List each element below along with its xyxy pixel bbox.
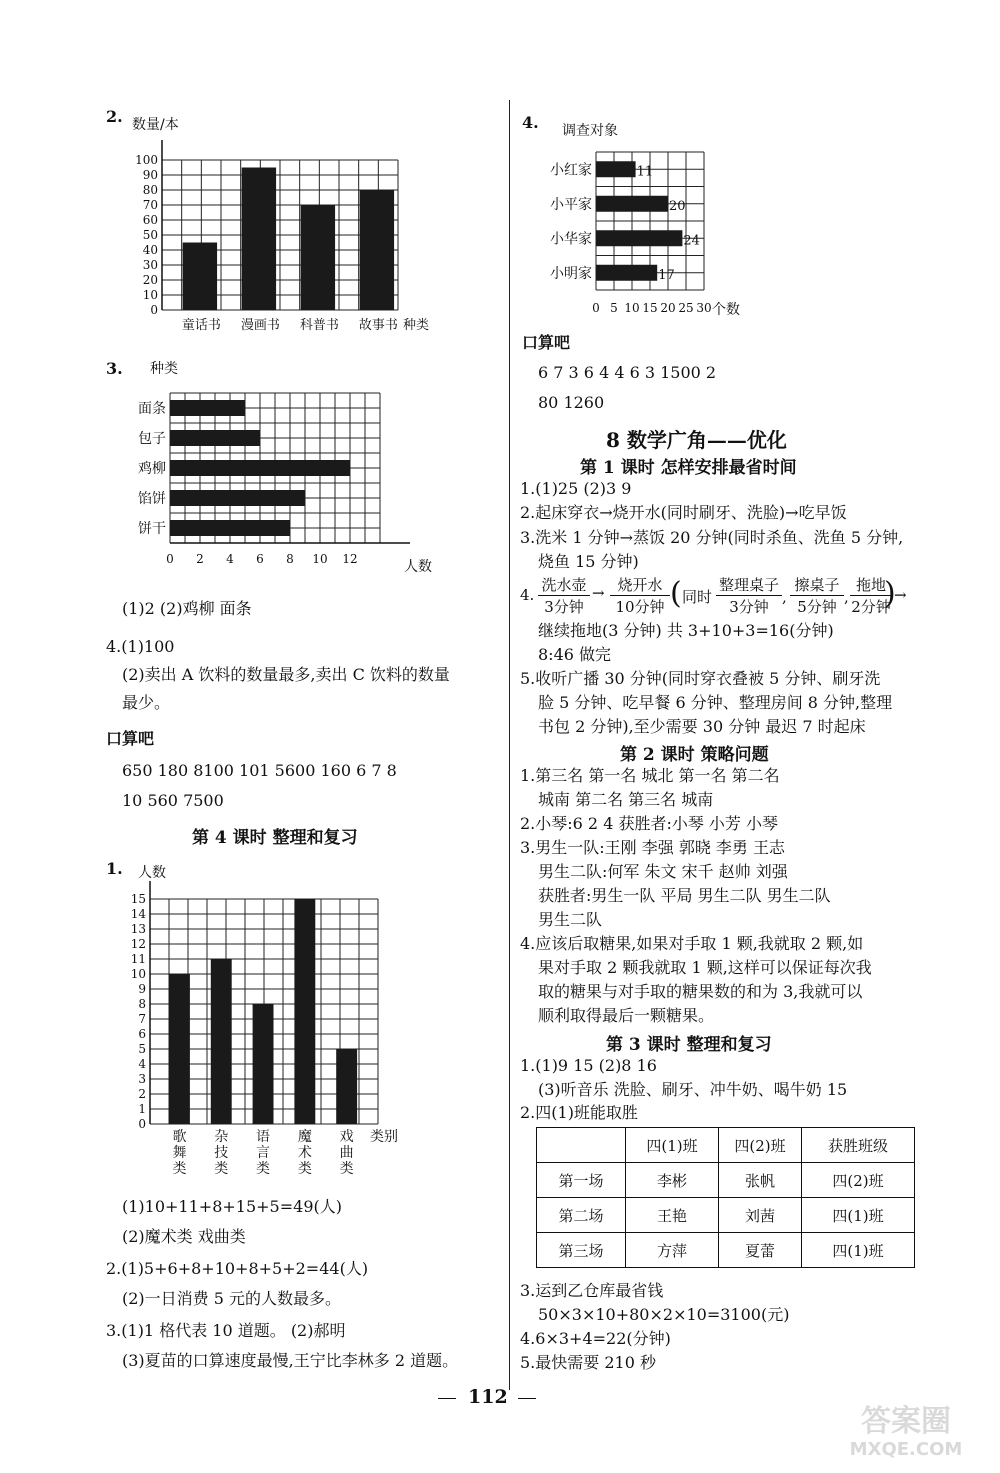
x-tick-label: 5 [610, 301, 618, 315]
table-header-cell: 四(2)班 [719, 1128, 802, 1163]
x-tick-label: 歌舞类 [172, 1129, 187, 1177]
flow-diagram [520, 574, 900, 620]
section-label: 口算吧 [106, 729, 155, 748]
table-header-row [537, 1128, 915, 1163]
y-tick-label: 14 [130, 907, 146, 921]
y-tick-label: 包子 [138, 431, 166, 447]
bar [301, 205, 335, 310]
y-tick-label: 2 [138, 1087, 146, 1101]
flow-step-bottom: 3分钟 [729, 598, 769, 616]
table-header-cell: 四(1)班 [626, 1128, 719, 1163]
answer-line: 果对手取 2 颗我就取 1 颗,这样可以保证每次我 [538, 958, 872, 977]
answer-line: 男生二队 [538, 910, 603, 929]
bar [596, 161, 636, 177]
flow-step-bottom: 2分钟 [851, 598, 891, 616]
table-cell: 夏蕾 [719, 1233, 802, 1268]
y-tick-label: 10 [142, 288, 158, 302]
y-tick-label: 6 [138, 1027, 146, 1041]
answer-line: (2)卖出 A 饮料的数量最多,卖出 C 饮料的数量 [122, 665, 450, 684]
bar [596, 230, 682, 246]
lesson-title: 第 2 课时 策略问题 [620, 745, 769, 765]
y-tick-label: 90 [142, 168, 158, 182]
x-axis-label: 个数 [712, 302, 740, 318]
x-tick-label: 6 [256, 552, 264, 566]
x-tick-label: 童话书 [181, 318, 221, 333]
flow-step-bottom: 10分钟 [615, 598, 665, 616]
y-tick-label: 50 [142, 228, 158, 242]
y-tick-label: 0 [138, 1117, 146, 1131]
bar [169, 974, 190, 1124]
bar [170, 430, 260, 446]
answer-line: 3.运到乙仓库最省钱 [520, 1281, 664, 1300]
flow-note: 同时 [682, 588, 713, 606]
y-tick-label: 70 [142, 198, 158, 212]
answer-line: 1.(1)25 (2)3 9 [520, 479, 632, 498]
answer-line: 50×3×10+80×2×10=3100(元) [538, 1305, 790, 1324]
answer-line: 烧鱼 15 分钟) [538, 552, 639, 571]
table-row [537, 1198, 915, 1233]
footer-dash [518, 1398, 536, 1399]
page-number: 112 [468, 1386, 508, 1408]
y-tick-label: 11 [130, 952, 146, 966]
x-tick-label: 8 [286, 552, 294, 566]
y-tick-label: 面条 [138, 401, 166, 417]
y-tick-label: 13 [130, 922, 146, 936]
data-label: 20 [669, 198, 686, 214]
answer-line: 3.(1)1 格代表 10 道题。 (2)郝明 [106, 1321, 346, 1340]
x-tick-label: 30 [696, 301, 712, 315]
flow-step-top: 洗水壶 [538, 574, 590, 596]
y-tick-label: 1 [138, 1102, 146, 1116]
y-tick-label: 9 [138, 982, 146, 996]
x-tick-label: 0 [166, 552, 174, 566]
table-header-cell [537, 1128, 626, 1163]
y-tick-label: 馅饼 [138, 491, 166, 507]
answer-line: 获胜者:男生一队 平局 男生二队 男生二队 [538, 886, 831, 905]
table-cell: 方萍 [626, 1233, 719, 1268]
bar [360, 190, 394, 310]
data-label: 24 [683, 233, 700, 249]
y-tick-label: 小平家 [550, 196, 592, 213]
column-divider [509, 100, 510, 1390]
table-cell: 四(2)班 [802, 1163, 915, 1198]
y-tick-label: 40 [142, 243, 158, 257]
x-axis-label: 类别 [370, 1129, 398, 1145]
watermark-text: MXQE.COM [849, 1439, 963, 1460]
chart-ylabel: 种类 [150, 361, 178, 377]
arrow-right-icon: → [894, 586, 907, 604]
table-cell: 第二场 [537, 1198, 626, 1233]
separator: , [844, 588, 849, 606]
x-tick-label: 10 [312, 552, 328, 566]
answer-line: 书包 2 分钟),至少需要 30 分钟 最迟 7 时起床 [538, 717, 866, 736]
bar [596, 196, 668, 212]
answer-line: (3)夏苗的口算速度最慢,王宁比李林多 2 道题。 [122, 1351, 459, 1370]
table-cell: 张帆 [719, 1163, 802, 1198]
answer-line: 男生二队:何军 朱文 宋千 赵帅 刘强 [538, 862, 788, 881]
x-tick-label: 2 [196, 552, 204, 566]
bar [336, 1049, 357, 1124]
answer-line: 10 560 7500 [122, 791, 224, 810]
table-cell: 刘茜 [719, 1198, 802, 1233]
book-bar-chart [120, 132, 440, 342]
table-row [537, 1163, 915, 1198]
y-tick-label: 5 [138, 1042, 146, 1056]
bar [170, 460, 350, 476]
y-tick-label: 小红家 [550, 162, 592, 179]
x-tick-label: 杂技类 [214, 1129, 229, 1177]
answer-line: 3.洗米 1 分钟→蒸饭 20 分钟(同时杀鱼、洗鱼 5 分钟, [520, 528, 904, 547]
answer-line: 8:46 做完 [538, 645, 612, 664]
x-axis-label: 人数 [404, 559, 432, 575]
bar [170, 400, 245, 416]
x-tick-label: 魔术类 [297, 1129, 312, 1177]
bar [211, 959, 232, 1124]
lesson-title: 第 1 课时 怎样安排最省时间 [580, 458, 797, 478]
bar [170, 490, 305, 506]
y-tick-label: 小华家 [550, 231, 592, 248]
x-tick-label: 故事书 [358, 318, 398, 333]
table-header-cell: 获胜班级 [802, 1128, 915, 1163]
data-label: 11 [636, 164, 654, 180]
bar [183, 243, 217, 311]
answer-line: 650 180 8100 101 5600 160 6 7 8 [122, 761, 397, 780]
x-tick-label: 4 [226, 552, 234, 566]
y-tick-label: 12 [130, 937, 146, 951]
answer-line: 1.第三名 第一名 城北 第一名 第二名 [520, 766, 780, 785]
answer-line: 城南 第二名 第三名 城南 [538, 790, 714, 809]
answer-line: (2)一日消费 5 元的人数最多。 [122, 1289, 342, 1308]
chart-ylabel: 调查对象 [562, 123, 618, 139]
survey-horizontal-bar-chart [530, 140, 770, 320]
answer-line: 顺利取得最后一颗糖果。 [538, 1006, 715, 1025]
section-label: 口算吧 [522, 333, 571, 352]
chapter-title: 8 数学广角——优化 [606, 428, 787, 452]
question-number: 4. [522, 113, 539, 132]
bar [253, 1004, 274, 1124]
match-result-table [536, 1127, 915, 1268]
question-number: 3. [106, 359, 123, 378]
answer-line: 6 7 3 6 4 4 6 3 1500 2 [538, 363, 717, 382]
flow-step-bottom: 5分钟 [797, 598, 837, 616]
x-tick-label: 0 [592, 301, 600, 315]
y-tick-label: 80 [142, 183, 158, 197]
y-tick-label: 4 [138, 1057, 146, 1071]
y-tick-label: 8 [138, 997, 146, 1011]
answer-line: (1)10+11+8+15+5=49(人) [122, 1197, 342, 1216]
y-tick-label: 15 [130, 892, 146, 906]
bar [294, 899, 315, 1124]
x-tick-label: 15 [642, 301, 658, 315]
food-horizontal-bar-chart [120, 378, 440, 588]
x-axis-label: 种类 [402, 318, 430, 333]
data-label: 17 [658, 267, 675, 283]
y-tick-label: 0 [150, 303, 158, 317]
answer-line: (3)听音乐 洗脸、刷牙、冲牛奶、喝牛奶 15 [538, 1080, 848, 1099]
answer-line: 最少。 [122, 693, 171, 712]
answer-line: 脸 5 分钟、吃早餐 6 分钟、整理房间 8 分钟,整理 [538, 693, 893, 712]
paren-open: ( [670, 576, 682, 611]
table-cell: 四(1)班 [802, 1233, 915, 1268]
answer-line: 5.收听广播 30 分钟(同时穿衣叠被 5 分钟、刷牙洗 [520, 669, 881, 688]
answer-line: 4.6×3+4=22(分钟) [520, 1329, 671, 1348]
answer-line: 取的糖果与对手取的糖果数的和为 3,我就可以 [538, 982, 863, 1001]
y-tick-label: 饼干 [138, 521, 166, 537]
paren-close: ) [884, 576, 896, 611]
y-tick-label: 小明家 [550, 265, 592, 282]
answer-line: 5.最快需要 210 秒 [520, 1353, 656, 1372]
answer-line: 3.男生一队:王刚 李强 郭晓 李勇 王志 [520, 838, 786, 857]
table-cell: 王艳 [626, 1198, 719, 1233]
bar [596, 265, 657, 281]
answer-line: (1)2 (2)鸡柳 面条 [122, 599, 252, 618]
separator: , [782, 588, 787, 606]
y-tick-label: 60 [142, 213, 158, 227]
flow-step-bottom: 3分钟 [544, 598, 584, 616]
answer-line: 2.四(1)班能取胜 [520, 1103, 638, 1122]
y-tick-label: 100 [135, 153, 158, 167]
table-cell: 四(1)班 [802, 1198, 915, 1233]
y-tick-label: 7 [138, 1012, 146, 1026]
bar [242, 168, 276, 311]
x-tick-label: 科普书 [299, 318, 339, 333]
watermark-logo [826, 1405, 986, 1465]
y-tick-label: 30 [142, 258, 158, 272]
x-tick-label: 12 [342, 552, 358, 566]
answer-line: 2.小琴:6 2 4 获胜者:小琴 小芳 小琴 [520, 814, 779, 833]
answer-line: 1.(1)9 15 (2)8 16 [520, 1056, 657, 1075]
question-number: 2. [106, 107, 123, 126]
flow-step-top: 烧开水 [610, 574, 670, 596]
flow-step-top: 拖地 [850, 574, 892, 596]
y-tick-label: 鸡柳 [138, 461, 166, 477]
watermark-text: 答案圈 [861, 1404, 951, 1439]
x-tick-label: 25 [678, 301, 694, 315]
answer-line: 4.应该后取糖果,如果对手取 1 颗,我就取 2 颗,如 [520, 934, 864, 953]
table-cell: 李彬 [626, 1163, 719, 1198]
table-cell: 第三场 [537, 1233, 626, 1268]
x-tick-label: 戏曲类 [339, 1129, 354, 1177]
question-number: 4. [520, 586, 535, 604]
answer-line: 2.(1)5+6+8+10+8+5+2=44(人) [106, 1259, 369, 1278]
chart-ylabel: 数量/本 [132, 117, 179, 133]
x-tick-label: 10 [624, 301, 640, 315]
bar [170, 520, 290, 536]
table-row [537, 1233, 915, 1268]
answer-line: (2)魔术类 戏曲类 [122, 1227, 246, 1246]
flow-step-top: 整理桌子 [716, 574, 782, 596]
y-tick-label: 20 [142, 273, 158, 287]
chart-ylabel: 人数 [138, 865, 166, 881]
flow-step-top: 擦桌子 [790, 574, 844, 596]
x-tick-label: 语言类 [256, 1129, 271, 1177]
lesson-title: 第 4 课时 整理和复习 [192, 828, 358, 848]
arrow-right-icon: → [592, 584, 605, 602]
y-tick-label: 10 [130, 967, 146, 981]
x-tick-label: 20 [660, 301, 676, 315]
table-cell: 第一场 [537, 1163, 626, 1198]
question-number: 1. [106, 859, 123, 878]
answer-line: 4.(1)100 [106, 637, 175, 656]
footer-dash [438, 1398, 456, 1399]
answer-line: 继续拖地(3 分钟) 共 3+10+3=16(分钟) [538, 621, 834, 640]
program-bar-chart [110, 880, 430, 1185]
y-tick-label: 3 [138, 1072, 146, 1086]
lesson-title: 第 3 课时 整理和复习 [606, 1035, 772, 1055]
x-tick-label: 漫画书 [240, 318, 280, 333]
answer-line: 2.起床穿衣→烧开水(同时刷牙、洗脸)→吃早饭 [520, 503, 847, 522]
answer-line: 80 1260 [538, 393, 605, 412]
